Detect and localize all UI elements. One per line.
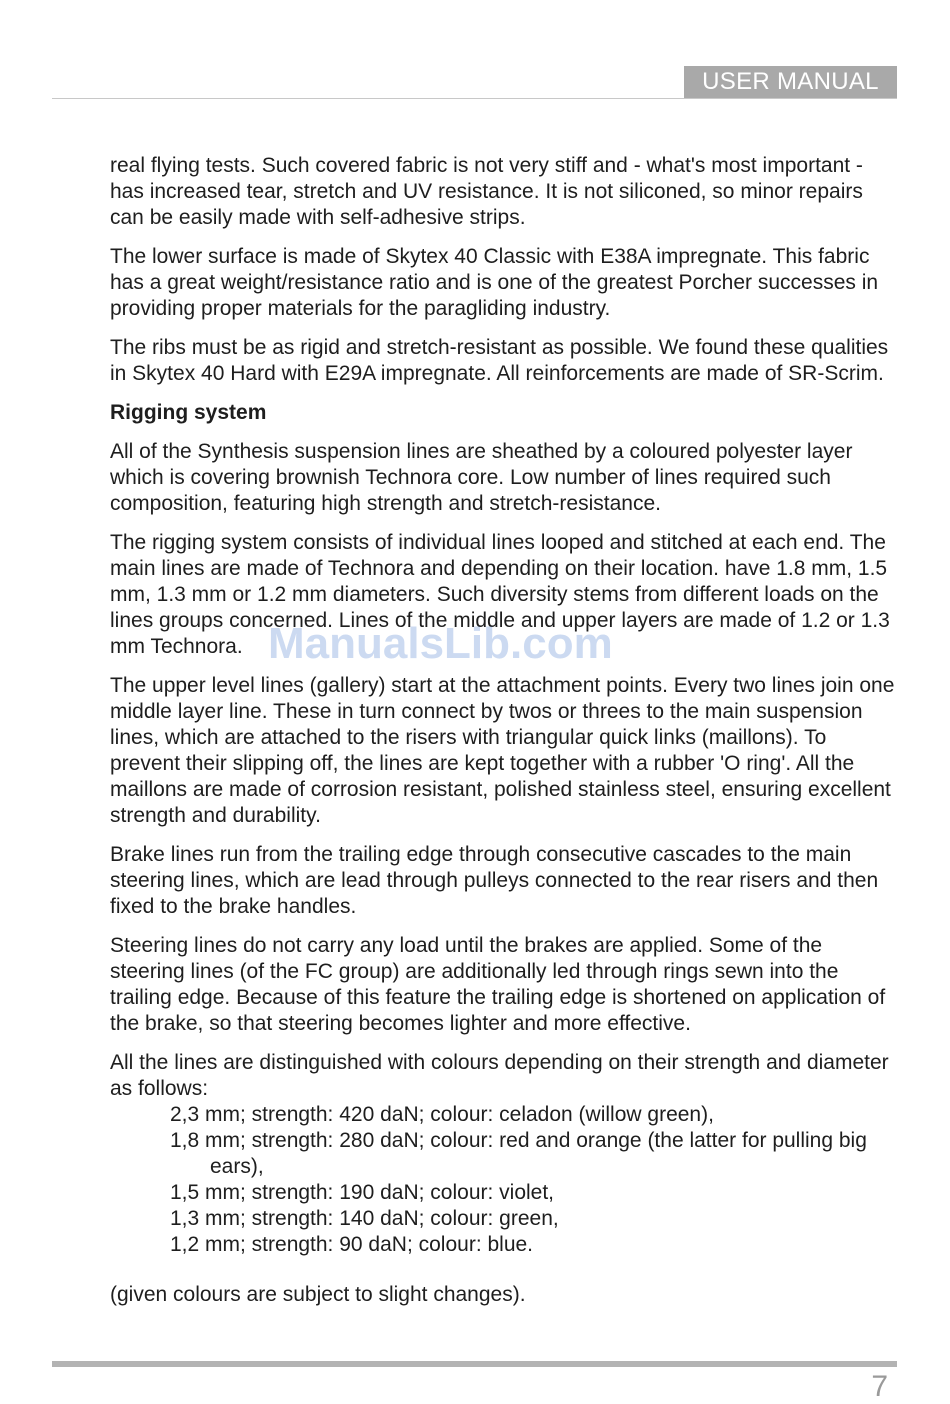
list-item: 1,5 mm; strength: 190 daN; colour: violet,	[170, 1181, 555, 1204]
list-item: 1,3 mm; strength: 140 daN; colour: green,	[170, 1207, 559, 1230]
paragraph: The ribs must be as rigid and stretch-resistant as possible. We found these qualities in Skytex 40 Hard with E29A impregnate. All reinforcements are made of SR-Scrim.	[110, 336, 889, 385]
line-spec-list	[170, 1102, 900, 1258]
paragraph: Brake lines run from the trailing edge through consecutive cascades to the main steering lines, which are lead through pulleys connected to the rear risers and then fixed to the brake handles.	[110, 843, 879, 918]
list-item: 2,3 mm; strength: 420 daN; colour: celadon (willow green),	[170, 1103, 714, 1126]
closing-note: (given colours are subject to slight changes).	[110, 1283, 526, 1306]
footer-divider	[52, 1361, 897, 1367]
paragraph: real flying tests. Such covered fabric is not very stiff and - what's most important - has increased tear, stretch and UV resistance. It is not siliconed, so minor repairs can be easily made with self-adhesive strips.	[110, 154, 863, 229]
paragraph: Steering lines do not carry any load until the brakes are applied. Some of the steering lines (of the FC group) are additionally led through rings sewn into the trailing edge. Because of this feature the trailing edge is shortened on application of the brake, so that steering becomes lighter and more effective.	[110, 934, 886, 1035]
page-content	[110, 153, 900, 1321]
paragraph: The lower surface is made of Skytex 40 Classic with E38A impregnate. This fabric has a great weight/resistance ratio and is one of the greatest Porcher successes in providing proper materials for the paragliding industry.	[110, 245, 879, 320]
paragraph: All of the Synthesis suspension lines are sheathed by a coloured polyester layer which is covering brownish Technora core. Low number of lines required such composition, featuring high strength and stretch-resistance.	[110, 440, 853, 515]
paragraph: The rigging system consists of individual lines looped and stitched at each end. The main lines are made of Technora and depending on their location. have 1.8 mm, 1.5 mm, 1.3 mm or 1.2 mm diameters. Such diversity stems from different loads on the lines groups concerned. Lines of the middle and upper layers are made of 1.2 or 1.3 mm Technora.	[110, 531, 890, 658]
watermark: ManualsLib.com	[268, 619, 613, 668]
header-badge: USER MANUAL	[684, 66, 897, 98]
header-divider	[52, 98, 897, 99]
list-item: 1,8 mm; strength: 280 daN; colour: red and orange (the latter for pulling big ears),	[170, 1129, 867, 1178]
page-number: 7	[871, 1370, 888, 1403]
section-heading: Rigging system	[110, 401, 267, 424]
list-item: 1,2 mm; strength: 90 daN; colour: blue.	[170, 1233, 534, 1256]
paragraph: All the lines are distinguished with colours depending on their strength and diameter as follows:	[110, 1051, 889, 1100]
paragraph: The upper level lines (gallery) start at the attachment points. Every two lines join one middle layer line. These in turn connect by twos or threes to the main suspension lines, which are attached to the risers with triangular quick links (maillons). To prevent their slipping off, the lines are kept together with a rubber 'O ring'. All the maillons are made of corrosion resistant, polished stainless steel, ensuring excellent strength and durability.	[110, 674, 895, 827]
